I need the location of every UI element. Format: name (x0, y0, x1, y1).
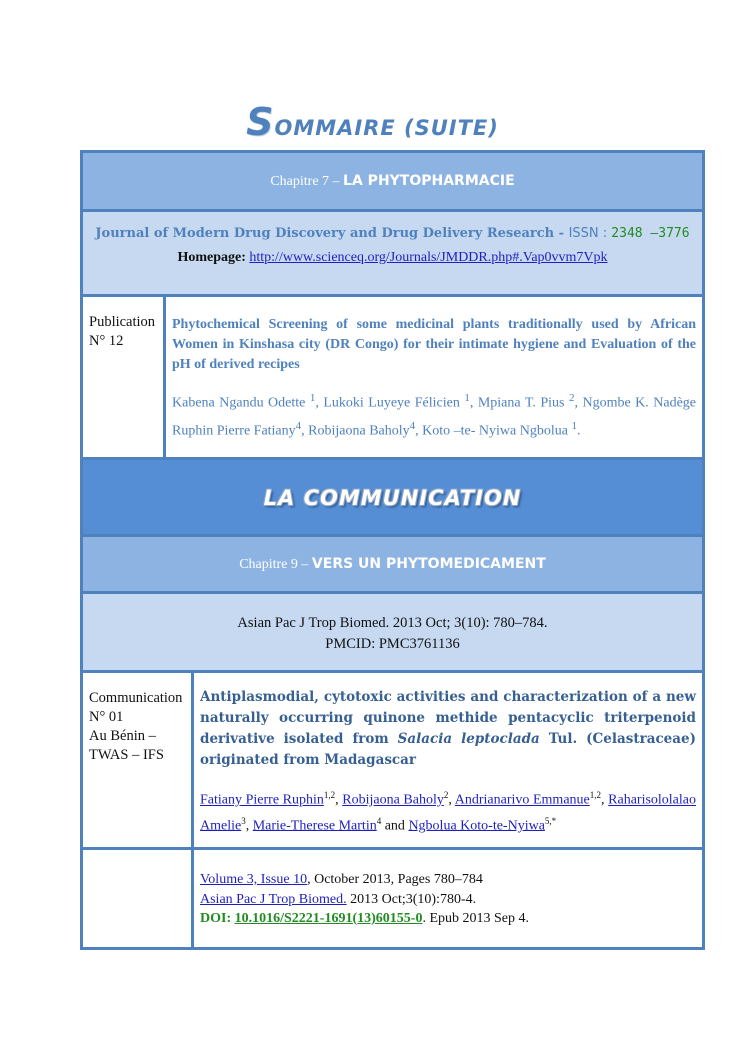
publication-label-line2: N° 12 (89, 333, 124, 349)
author-sep: , (301, 423, 309, 439)
communication-title-italic: Salacia leptoclada (397, 731, 540, 747)
author-sup: 4 (409, 419, 416, 432)
author-sup: 2 (568, 392, 575, 404)
volume-rest: , October 2013, Pages 780–784 (307, 872, 483, 887)
author-link[interactable]: Fatiany Pierre Ruphin (200, 792, 324, 808)
communication-content (194, 673, 702, 847)
communication-authors (200, 785, 696, 836)
journal-info (83, 212, 702, 297)
author-name: Mpiana T. Pius (477, 395, 569, 411)
author-sup: 1 (571, 419, 577, 432)
communication-label-line3: Au Bénin – (89, 728, 156, 744)
author-name: Kabena Ngandu Odette (172, 395, 310, 411)
communication-title-part2: Tul. (Celastraceae) originated from Madagascar (200, 731, 696, 768)
page-title (0, 100, 745, 144)
doi-link[interactable]: 10.1016/S2221-1691(13)60155-0 (234, 911, 423, 926)
communication-label-line2: N° 01 (89, 709, 124, 725)
publication-label-line1: Publication (89, 314, 156, 330)
author-sep: , (415, 423, 423, 439)
homepage-label: Homepage: (177, 250, 246, 265)
journal-name: Journal of Modern Drug Discovery and Drug Delivery Research - (95, 226, 569, 241)
epub-text: . Epub 2013 Sep 4. (422, 911, 530, 926)
citation-text: Asian Pac J Trop Biomed. 2013 Oct; 3(10): 780–784. (237, 615, 548, 631)
author-sup: 3 (241, 815, 246, 826)
publication-title: Phytochemical Screening of some medicinal plants traditionally used by African Women in Kinshasa city (DR Congo) for their intimate hygiene and Evaluation of the pH of derived recipes (172, 317, 696, 372)
doi-label: DOI: (200, 911, 235, 926)
issn-label: ISSN : (568, 226, 612, 241)
volume-link[interactable]: Volume 3, Issue 10 (200, 872, 308, 887)
reference-content (194, 850, 702, 947)
author-sep: , (245, 818, 253, 834)
author-sep: , (335, 792, 343, 808)
communication-title-part1: Antiplasmodial, cytotoxic activities and characterization of a new naturally occurring quinone methide pentacyclic triterpenoid derivative isolated from (200, 689, 696, 747)
author-link[interactable]: Andrianarivo Emmanue (454, 792, 590, 808)
journal-rest: 2013 Oct;3(10):780-4. (346, 891, 477, 907)
chapter-7-name: LA PHYTOPHARMACIE (343, 173, 515, 189)
author-name: Robijaona Baholy (308, 423, 410, 439)
author-name: Ngombe K. Nadège Ruphin Pierre Fatiany (172, 395, 697, 439)
author-link[interactable]: Raharisololalao Amelie (200, 792, 697, 834)
reference-row (83, 850, 702, 947)
homepage-link[interactable]: http://www.scienceq.org/Journals/JMDDR.php#.Vap0vvm7Vpk (249, 250, 608, 265)
chapter-9-prefix: Chapitre 9 – (239, 557, 312, 572)
author-sup: 1 (464, 392, 470, 404)
author-sup: 1,2 (323, 790, 336, 800)
author-link[interactable]: Ngbolua Koto-te-Nyiwa (408, 818, 545, 834)
author-sup: 2 (443, 790, 449, 800)
author-link[interactable]: Marie-Therese Martin (252, 818, 377, 834)
author-sep: and (381, 818, 409, 834)
publication-content (166, 297, 702, 457)
chapter-9-header (83, 537, 702, 594)
issn-value: 2348 –3776 (611, 226, 690, 241)
author-sup: 4 (295, 419, 302, 432)
author-sup: 1,2 (589, 790, 602, 800)
author-link[interactable]: Robijaona Baholy (342, 792, 444, 808)
author-sup: 4 (376, 815, 382, 826)
communication-row (83, 673, 702, 850)
author-name: Koto –te- Nyiwa Ngbolua (422, 423, 572, 439)
communication-label-line4: TWAS – IFS (89, 747, 164, 763)
banner-text: LA COMMUNICATION (263, 486, 522, 510)
reference-label-cell (83, 850, 194, 947)
author-sep: , (448, 792, 455, 808)
author-sep: , (469, 395, 478, 411)
communication-label-line1: Communication (89, 690, 183, 706)
author-name: Lukoki Luyeye Félicien (323, 395, 465, 411)
citation-block (83, 594, 702, 673)
communication-label (83, 673, 194, 847)
author-sep: , (574, 395, 583, 411)
publication-row (83, 297, 702, 460)
author-sep: . (576, 423, 581, 439)
summary-table (80, 150, 705, 950)
chapter-9-name: VERS UN PHYTOMEDICAMENT (311, 556, 546, 572)
title-first-letter: S (246, 100, 275, 144)
chapter-7-prefix: Chapitre 7 – (270, 174, 344, 189)
author-sep: , (315, 395, 324, 411)
chapter-7-header (83, 153, 702, 212)
author-sup: 1 (309, 392, 316, 404)
communication-banner (83, 460, 702, 537)
author-sup: 5,* (544, 815, 557, 826)
author-sep: , (601, 792, 609, 808)
communication-title (200, 687, 696, 771)
title-rest: OMMAIRE (SUITE) (274, 116, 499, 140)
pmcid-text: PMCID: PMC3761136 (325, 636, 460, 652)
journal-link[interactable]: Asian Pac J Trop Biomed. (200, 891, 347, 907)
publication-authors (172, 387, 696, 442)
publication-label (83, 297, 166, 457)
